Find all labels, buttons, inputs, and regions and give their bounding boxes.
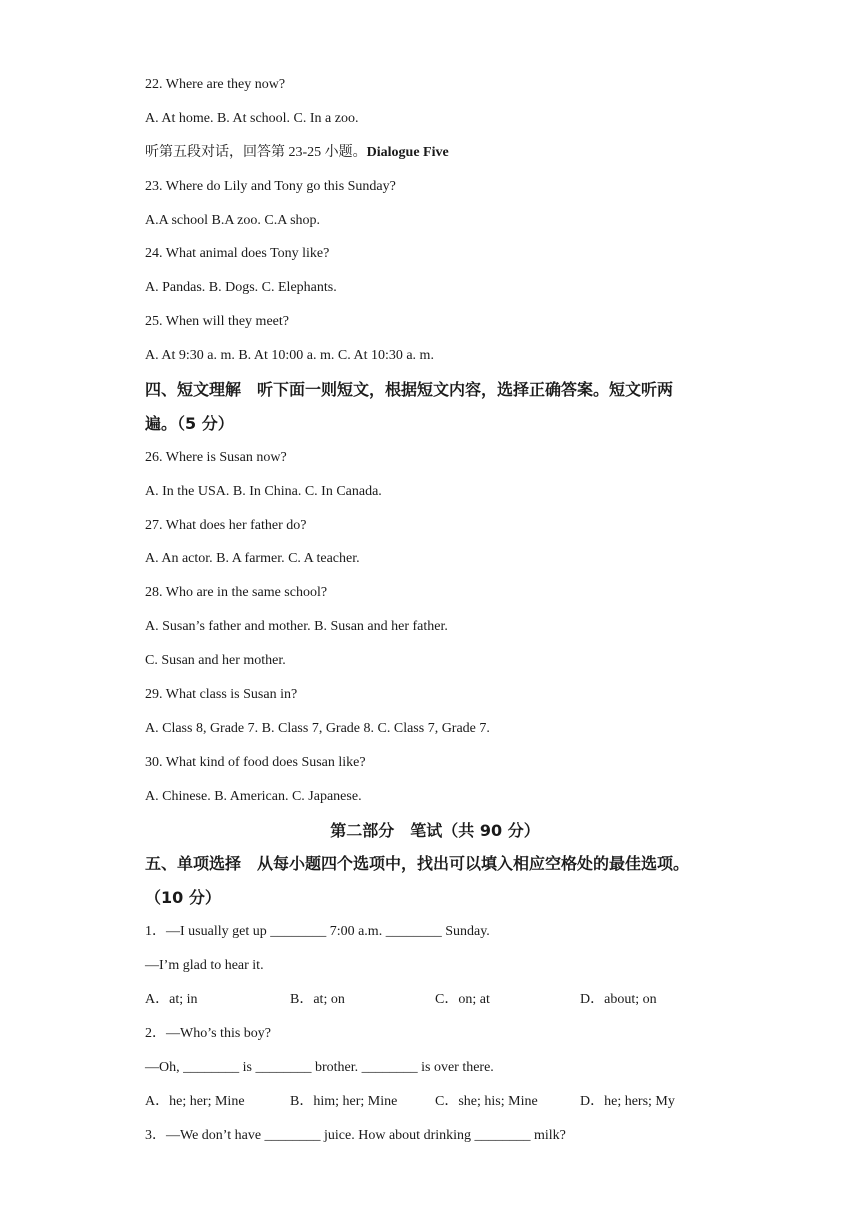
options-30: A. Chinese. B. American. C. Japanese.: [145, 788, 362, 804]
dialogue-five-instruction: [145, 136, 725, 170]
document-page: [145, 68, 725, 1153]
question-30: 30. What kind of food does Susan like?: [145, 754, 366, 770]
section-four-heading: 四、短文理解 听下面一则短文，根据短文内容，选择正确答案。短文听两: [145, 380, 674, 400]
mc-question-2-reply: —Oh, ________ is ________ brother. ________ is over there.: [145, 1059, 494, 1075]
mc-options-1: [145, 983, 725, 1017]
question-29: 29. What class is Susan in?: [145, 687, 298, 703]
options-28-c: C. Susan and her mother.: [145, 653, 286, 669]
section-four-heading-cont: 遍。（5 分）: [145, 413, 234, 433]
option-d: D．about; on: [580, 992, 657, 1008]
dialogue-label: Dialogue Five: [366, 144, 449, 160]
mc-question-3: 3．—We don’t have ________ juice. How about drinking ________ milk?: [145, 1127, 566, 1143]
option-c: C．on; at: [435, 992, 490, 1008]
question-22: 22. Where are they now?: [145, 77, 286, 92]
section-five-heading: 五、单项选择 从每小题四个选项中，找出可以填入相应空格处的最佳选项。: [145, 854, 690, 874]
option-c: C．she; his; Mine: [435, 1093, 538, 1109]
options-24: A. Pandas. B. Dogs. C. Elephants.: [145, 280, 337, 296]
options-22: A. At home. B. At school. C. In a zoo.: [145, 110, 359, 126]
option-d: D．he; hers; My: [580, 1093, 675, 1109]
section-five-heading-cont: （10 分）: [145, 888, 221, 908]
mc-options-2: [145, 1085, 725, 1119]
options-25: A. At 9:30 a. m. B. At 10:00 a. m. C. At 10:30 a. m.: [145, 348, 434, 364]
question-26: 26. Where is Susan now?: [145, 449, 287, 465]
part-two-title: 第二部分 笔试（共 90 分）: [330, 820, 540, 840]
mc-question-2: 2．—Who’s this boy?: [145, 1025, 271, 1041]
question-27: 27. What does her father do?: [145, 517, 307, 533]
options-29: A. Class 8, Grade 7. B. Class 7, Grade 8. C. Class 7, Grade 7.: [145, 720, 490, 736]
option-b: B．him; her; Mine: [290, 1093, 398, 1109]
question-23: 23. Where do Lily and Tony go this Sunday?: [145, 178, 396, 194]
options-23: A.A school B.A zoo. C.A shop.: [145, 212, 321, 228]
question-25: 25. When will they meet?: [145, 314, 289, 330]
question-24: 24. What animal does Tony like?: [145, 246, 330, 262]
options-27: A. An actor. B. A farmer. C. A teacher.: [145, 551, 360, 567]
mc-question-1: 1．—I usually get up ________ 7:00 a.m. ________ Sunday.: [145, 924, 490, 940]
mc-question-1-reply: —I’m glad to hear it.: [145, 958, 264, 974]
instruction-text: 听第五段对话，回答第 23-25 小题。: [145, 144, 367, 160]
option-a: A．at; in: [145, 992, 198, 1008]
question-28: 28. Who are in the same school?: [145, 585, 328, 601]
options-28-ab: A. Susan’s father and mother. B. Susan and her father.: [145, 619, 448, 635]
option-a: A．he; her; Mine: [145, 1093, 245, 1109]
options-26: A. In the USA. B. In China. C. In Canada.: [145, 483, 382, 499]
option-b: B．at; on: [290, 992, 345, 1008]
